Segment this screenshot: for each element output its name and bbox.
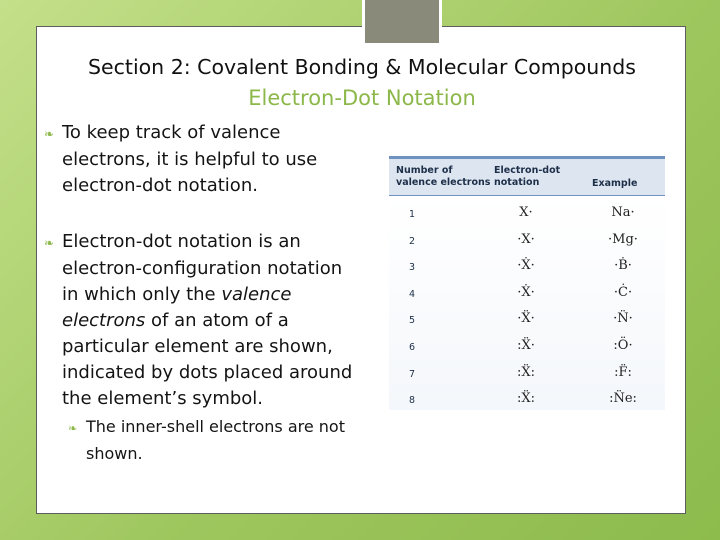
- table-row: [389, 229, 665, 256]
- slide-subtitle: Electron-Dot Notation: [248, 86, 476, 110]
- sub-bullet-text: The inner-shell electrons are not shown.: [86, 417, 345, 463]
- example-cell: ·Mg·: [608, 231, 638, 247]
- valence-count-cell: 3: [408, 262, 415, 274]
- sub-bullet-item: [44, 414, 364, 466]
- table-row: [389, 202, 665, 229]
- notation-cell: ·Ẋ·: [517, 258, 535, 274]
- valence-count-cell: 4: [408, 288, 415, 300]
- bullet-text: To keep track of valence electrons, it is helpful to use electron-dot notation.: [62, 122, 318, 196]
- table-row: [389, 388, 665, 415]
- example-cell: Na·: [611, 205, 635, 220]
- electron-dot-table: [389, 156, 665, 410]
- valence-count-cell: 8: [408, 395, 415, 407]
- bullet-item: [44, 229, 364, 412]
- header-electron-dot: Electron-dot notation: [494, 165, 561, 188]
- valence-count-cell: 2: [408, 235, 415, 247]
- table-row: [389, 282, 665, 309]
- leaf-bullet-icon: ❧: [44, 127, 55, 141]
- notation-cell: ·Ẋ·: [517, 284, 535, 300]
- bullet-text-italic: valence electrons: [62, 284, 292, 331]
- notation-cell: :Ẍ:: [516, 364, 535, 380]
- notation-cell: :Ẍ·: [517, 338, 535, 353]
- slide-title: Section 2: Covalent Bonding & Molecular Compounds: [88, 55, 636, 79]
- example-cell: ·Ḃ·: [614, 258, 632, 274]
- table-row: [389, 308, 665, 335]
- leaf-bullet-icon: ❧: [68, 422, 78, 435]
- bullet-list: [44, 120, 364, 466]
- example-cell: ·Ċ·: [613, 284, 633, 300]
- notation-cell: ·X·: [517, 231, 535, 247]
- decorative-tab: [362, 0, 442, 46]
- example-cell: :Ö·: [613, 338, 633, 353]
- leaf-bullet-icon: ❧: [44, 236, 55, 250]
- valence-count-cell: 7: [408, 368, 415, 380]
- table-row: [389, 335, 665, 362]
- valence-count-cell: 1: [408, 209, 415, 220]
- table-header: [389, 156, 665, 196]
- table-row: [389, 362, 665, 389]
- table-row: [389, 255, 665, 282]
- example-cell: :N̈e:: [609, 391, 637, 407]
- notation-cell: :Ẍ:: [516, 391, 535, 407]
- bullet-text: Electron-dot notation is an electron-configuration notation in which only the: [62, 231, 343, 305]
- bullet-item: [44, 120, 364, 199]
- example-cell: ·N̈·: [613, 311, 633, 327]
- notation-cell: ·Ẍ·: [517, 311, 535, 327]
- example-cell: :F̈:: [614, 364, 632, 380]
- table-body: [389, 196, 665, 410]
- valence-count-cell: 5: [408, 315, 415, 327]
- header-valence-electrons: Number of valence electrons: [396, 165, 491, 188]
- valence-count-cell: 6: [408, 342, 415, 353]
- bullet-text: of an atom of a particular element are shown, indicated by dots placed around the element’s symbol.: [62, 310, 353, 409]
- notation-cell: X·: [519, 205, 533, 220]
- header-example: Example: [592, 178, 638, 189]
